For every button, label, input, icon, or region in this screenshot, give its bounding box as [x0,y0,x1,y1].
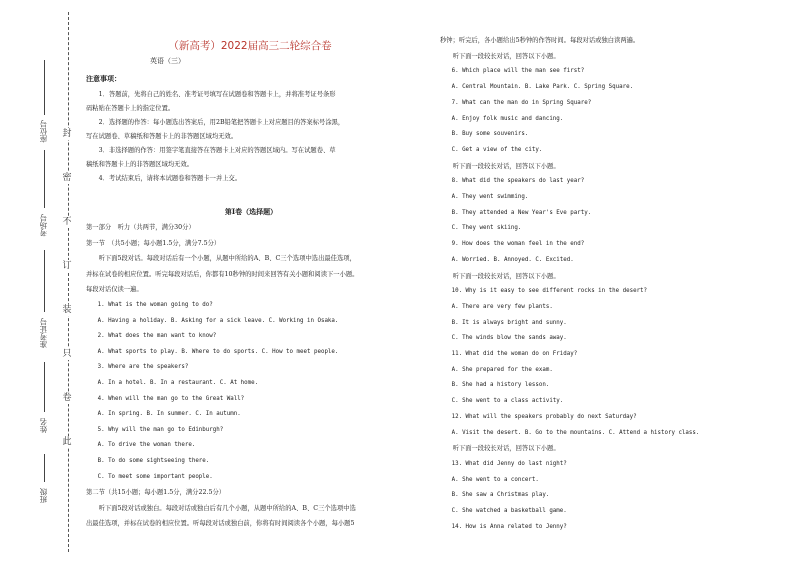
question-line: 5. Why will the man go to Edinburgh? [97,426,224,433]
question-line: 13. What did Jenny do last night? [451,460,567,467]
question-line: 4. When will the man go to the Great Wall? [97,395,245,402]
dialogue-heading: 听下面一段较长对话，回答以下小题。 [452,162,560,170]
option-line: B. She had a history lesson. [451,382,550,389]
question-line: 10. Why is it easy to see different rocks in the desert? [451,288,648,295]
dialogue-heading: 听下面一段较长对话，回答以下小题。 [452,52,560,60]
exam-title: （新高考）2022届高三二轮综合卷 [168,40,332,52]
notice-line: 4．考试结束后，请将本试题卷和答题卡一并上交。 [98,175,242,182]
option-line: C. To meet some important people. [97,473,213,480]
directions-line: 并标在试卷的相应位置。听完每段对话后，你都有10秒钟的时间来回答有关小题和阅读下一小题。 [86,270,359,278]
binding-char: 卷 [60,392,74,404]
seat-number-field: 座位号 [39,120,48,143]
section-title: 第Ⅰ卷（选择题） [224,207,278,216]
option-line: B. She saw a Christmas play. [451,492,550,499]
question-line: 3. Where are the speakers? [97,364,189,371]
option-line: A. Having a holiday. B. Asking for a sick leave. C. Working in Osaka. [97,317,339,324]
binding-char: 密 [60,172,74,184]
name-line [44,362,45,412]
exam-room-line [44,150,45,208]
class-line [44,454,45,482]
option-line: B. To do some sightseeing there. [97,457,210,464]
option-line: A. In a hotel. B. In a restaurant. C. At home. [97,379,259,386]
option-line: B. It is always bright and sunny. [451,319,567,326]
option-line: A. Central Mountain. B. Lake Park. C. Spring Square. [451,84,634,91]
question-line: 1. What is the woman going to do? [97,301,213,308]
option-line: C. The winds blow the sands away. [451,335,567,342]
exam-subject: 英语（三） [150,57,185,65]
question-line: 8. What did the speakers do last year? [451,178,585,185]
notice-line: 3．非选择题的作答：用签字笔直接答在答题卡上对应的答题区域内。写在试题卷、草 [98,147,336,154]
question-line: 11. What did the woman do on Friday? [451,351,578,358]
option-line: B. They attended a New Year's Eve party. [451,209,592,216]
admission-number-field: 准考证号 [39,318,48,348]
directions-line: 听下面5段对话或独白。每段对话或独白后有几个小题，从题中所给的A、B、C三个选项中选 [98,504,356,512]
directions-line: 每段对话仅读一遍。 [86,286,143,294]
option-line: C. They went skiing. [451,225,522,232]
option-line: C. Get a view of the city. [451,146,543,153]
notice-line: 码粘贴在答题卡上的指定位置。 [86,105,175,112]
question-line: 14. How is Anna related to Jenny? [451,523,567,530]
question-line: 9. How does the woman feel in the end? [451,241,585,248]
question-line: 6. Which place will the man see first? [451,68,585,75]
option-line: A. There are very few plants. [451,303,553,310]
question-line: 2. What does the man want to know? [97,333,217,340]
section-2-heading: 第二节（共15小题；每小题1.5分，满分22.5分） [86,489,226,497]
option-line: A. Enjoy folk music and dancing. [451,115,564,122]
option-line: A. To drive the woman there. [97,442,196,449]
binding-dashed-line [68,12,69,552]
option-line: A. Worried. B. Annoyed. C. Excited. [451,256,574,263]
binding-char: 不 [60,216,74,228]
class-field: 班级 [39,488,48,503]
option-line: A. She went to a concert. [451,476,539,483]
option-line: A. In spring. B. In summer. C. In autumn. [97,411,241,418]
question-line: 12. What will the speakers probably do next Saturday? [451,413,637,420]
option-line: A. Visit the desert. B. Go to the mountains. C. Attend a history class. [451,429,700,436]
name-field: 姓名 [39,418,48,433]
binding-char: 只 [60,348,74,360]
binding-char: 封 [60,128,74,140]
notice-heading: 注意事项： [86,74,121,83]
directions-line: 秒钟；听完后，各小题给出5秒钟的作答时间。每段对话或独白读两遍。 [440,37,640,44]
option-line: C. She watched a basketball game. [451,508,567,515]
exam-room-field: 考场号 [39,214,48,237]
option-line: A. What sports to play. B. Where to do sports. C. How to meet people. [97,348,339,355]
notice-line: 稿纸和答题卡上的非答题区域均无效。 [86,161,194,168]
notice-list [86,88,416,186]
option-line: C. She went to a class activity. [451,398,564,405]
listening-section [86,220,416,532]
option-line: A. They went swimming. [451,194,529,201]
seat-number-line [44,60,45,115]
binding-char: 装 [60,304,74,316]
admission-number-line [44,250,45,312]
option-line: B. Buy some souvenirs. [451,131,529,138]
question-line: 7. What can the man do in Spring Square? [451,99,592,106]
dialogue-heading: 听下面一段较长对话，回答以下小题。 [452,445,560,453]
notice-line: 1．答题前，先将自己的姓名、准考证号填写在试题卷和答题卡上，并将准考证号条形 [98,91,336,98]
notice-line: 写在试题卷、草稿纸和答题卡上的非答题区域均无效。 [86,133,238,140]
section-1-heading: 第一节 （共5小题；每小题1.5分，满分7.5分） [86,239,221,247]
dialogue-heading: 听下面一段较长对话，回答以下小题。 [452,272,560,280]
directions-line: 听下面5段对话。每段对话后有一个小题，从题中所给的A、B、C三个选项中选出最佳选项， [98,255,356,263]
directions-line: 出最佳选项，并标在试卷的相应位置。听每段对话或独白前，你将有时间阅读各个小题，每小题5 [86,520,355,528]
part-heading: 第一部分 听力（共两节，满分30分） [86,224,195,231]
binding-char: 订 [60,260,74,272]
option-line: A. She prepared for the exam. [451,366,553,373]
right-column [440,33,770,536]
notice-line: 2．选择题的作答：每小题选出答案后，用2B铅笔把答题卡上对应题目的答案标号涂黑， [98,119,345,126]
binding-char: 此 [60,436,74,448]
